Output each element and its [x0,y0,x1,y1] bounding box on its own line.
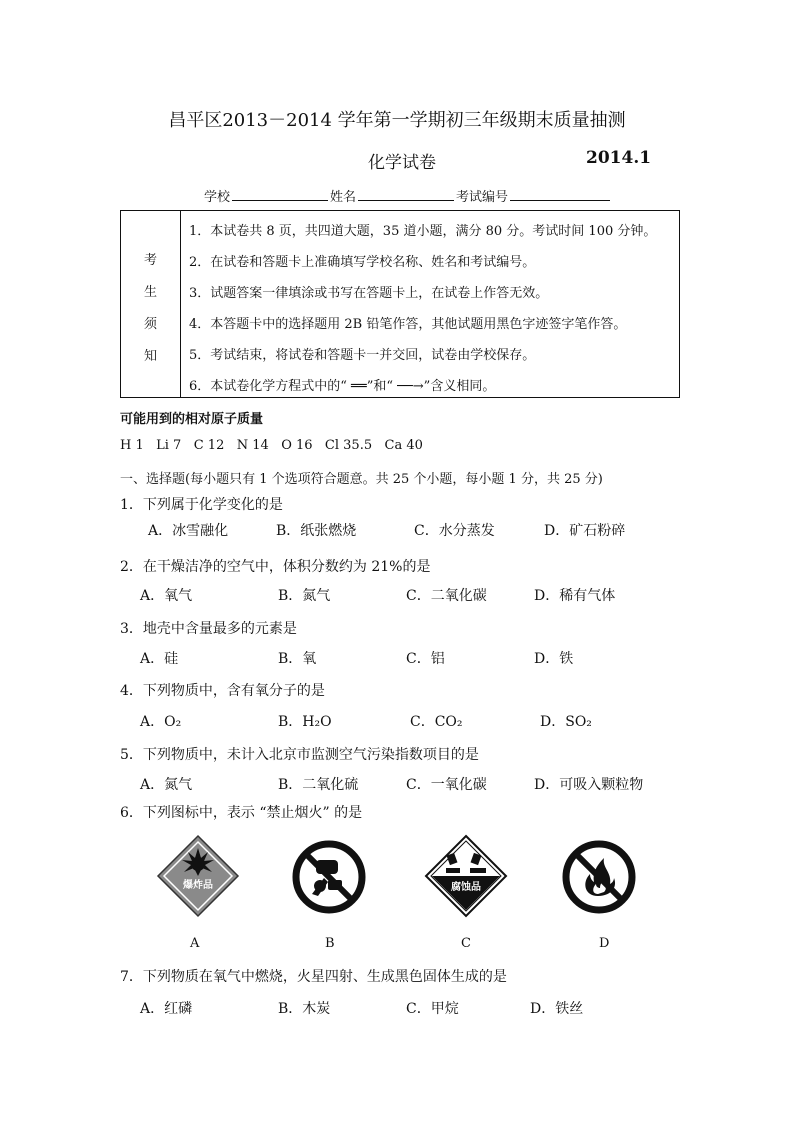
atomic-mass-heading: 可能用到的相对原子质量 [120,412,264,427]
notes-label-char: 知 [143,349,157,364]
question-stem: 7．下列物质在氧气中燃烧，火星四射、生成黑色固体生成的是 [120,969,507,985]
note-item: 4．本答题卡中的选择题用 2B 铅笔作答，其他试题用黑色字迹签字笔作答。 [189,317,627,332]
question-stem: 3．地壳中含量最多的元素是 [120,621,297,637]
option-a: A．硅 [140,651,179,667]
option-b: B．氧 [278,651,317,667]
question-stem: 2．在干燥洁净的空气中，体积分数约为 21%的是 [120,559,431,575]
sign-label-d: D [599,936,610,951]
explosive-hazard-sign-icon [156,834,240,918]
paper-date: 2014.1 [586,148,652,168]
notes-label-char: 考 [143,253,157,268]
option-b: B．木炭 [278,1001,331,1017]
corrosive-sign-text: 腐蚀品 [451,882,481,893]
option-b: B．H₂O [278,714,332,730]
exam-notes-box [120,210,680,398]
option-c: C．二氧化碳 [406,588,487,604]
option-d: D．铁丝 [530,1001,584,1017]
option-b: B．纸张燃烧 [276,523,357,539]
note-item: 6．本试卷化学方程式中的“ ══”和“ ──→”含义相同。 [189,379,496,394]
question-stem: 5．下列物质中，未计入北京市监测空气污染指数项目的是 [120,747,479,763]
sign-label-c: C [461,936,471,951]
exam-no-blank [510,188,610,201]
atomic-mass-list: H 1 Li 7 C 12 N 14 O 16 Cl 35.5 Ca 40 [120,438,423,453]
option-b: B．二氧化硫 [278,777,359,793]
option-b: B．氮气 [278,588,331,604]
option-a: A．氮气 [140,777,193,793]
prohibition-sign-b-icon [290,838,368,916]
note-item: 3．试题答案一律填涂或书写在答题卡上，在试卷上作答无效。 [189,286,549,301]
school-label: 学校 [204,190,231,205]
name-label: 姓名 [330,190,357,205]
corrosive-hazard-sign-icon [424,834,508,918]
option-c: C．一氧化碳 [406,777,487,793]
notes-label-column [121,211,181,397]
school-blank [232,188,328,201]
question-stem: 4．下列物质中，含有氧分子的是 [120,683,325,699]
option-d: D．SO₂ [540,714,592,730]
paper-subtitle: 化学试卷 [368,153,436,173]
option-c: C．CO₂ [410,714,463,730]
note-item: 1．本试卷共 8 页，共四道大题，35 道小题，满分 80 分。考试时间 100 分钟。 [189,224,657,239]
exam-no-label: 考试编号 [456,190,509,205]
notes-label-char: 须 [143,317,157,332]
notes-label-char: 生 [143,285,157,300]
option-d: D．铁 [534,651,574,667]
explosive-sign-text: 爆炸品 [183,880,213,891]
no-fire-sign-icon [560,838,638,916]
option-d: D．矿石粉碎 [544,523,626,539]
note-item: 5．考试结束，将试卷和答题卡一并交回，试卷由学校保存。 [189,348,536,363]
student-info-line [204,186,612,205]
option-c: C．铝 [406,651,445,667]
question-stem: 1．下列属于化学变化的是 [120,497,283,513]
section-heading: 一、选择题(每小题只有 1 个选项符合题意。共 25 个小题，每小题 1 分，共 25 分) [120,472,603,487]
sign-label-a: A [190,936,200,951]
question-stem: 6．下列图标中，表示 “禁止烟火” 的是 [120,805,363,821]
sign-label-b: B [325,936,335,951]
option-c: C．甲烷 [406,1001,459,1017]
option-a: A．氧气 [140,588,193,604]
option-d: D．可吸入颗粒物 [534,777,644,793]
page-title: 昌平区2013－2014 学年第一学期初三年级期末质量抽测 [168,110,626,131]
option-a: A．冰雪融化 [148,523,229,539]
option-a: A．O₂ [140,714,182,730]
name-blank [358,188,454,201]
option-a: A．红磷 [140,1001,193,1017]
option-d: D．稀有气体 [534,588,616,604]
note-item: 2．在试卷和答题卡上准确填写学校名称、姓名和考试编号。 [189,255,536,270]
option-c: C．水分蒸发 [414,523,495,539]
